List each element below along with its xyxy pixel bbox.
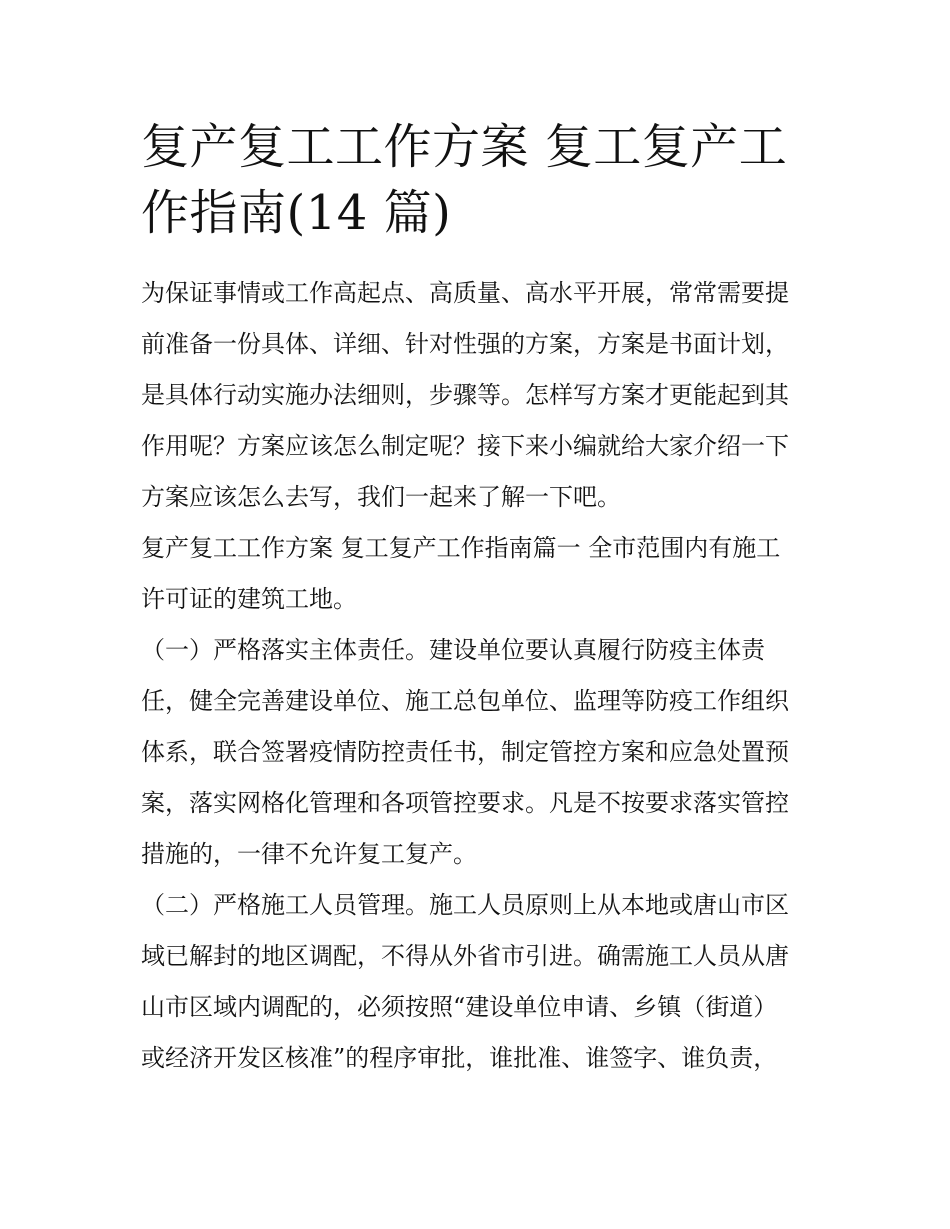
text-line: 任，健全完善建设单位、施工总包单位、监理等防疫工作组织	[141, 687, 789, 715]
section-heading-paragraph	[141, 523, 821, 625]
title-line: 复产复工工作方案 复工复产工	[141, 119, 788, 175]
text-line: 方案应该怎么去写，我们一起来了解一下吧。	[141, 483, 621, 511]
text-line: 措施的，一律不允许复工复产。	[141, 840, 477, 868]
title-line: 作指南(14 篇)	[141, 185, 452, 241]
document-body	[141, 268, 821, 1084]
text-line: 是具体行动实施办法细则，步骤等。怎样写方案才更能起到其	[141, 381, 789, 409]
text-line: 前准备一份具体、详细、针对性强的方案，方案是书面计划，	[141, 330, 789, 358]
text-line: 作用呢？方案应该怎么制定呢？接下来小编就给大家介绍一下	[141, 432, 789, 460]
item-two-paragraph	[141, 880, 821, 1084]
text-line: （一）严格落实主体责任。建设单位要认真履行防疫主体责	[141, 636, 765, 664]
text-line: （二）严格施工人员管理。施工人员原则上从本地或唐山市区	[141, 891, 789, 919]
document-content	[141, 114, 821, 1084]
document-title	[141, 114, 821, 246]
item-one-paragraph	[141, 625, 821, 880]
text-line: 案，落实网格化管理和各项管控要求。凡是不按要求落实管控	[141, 789, 789, 817]
text-line: 复产复工工作方案 复工复产工作指南篇一 全市范围内有施工	[141, 534, 781, 562]
text-line: 为保证事情或工作高起点、高质量、高水平开展，常常需要提	[141, 279, 789, 307]
intro-paragraph	[141, 268, 821, 523]
text-line: 域已解封的地区调配，不得从外省市引进。确需施工人员从唐	[141, 942, 789, 970]
text-line: 体系，联合签署疫情防控责任书，制定管控方案和应急处置预	[141, 738, 789, 766]
text-line: 或经济开发区核准”的程序审批，谁批准、谁签字、谁负责，	[141, 1044, 778, 1072]
text-line: 山市区域内调配的，必须按照“建设单位申请、乡镇（街道）	[141, 993, 778, 1021]
text-line: 许可证的建筑工地。	[141, 585, 357, 613]
